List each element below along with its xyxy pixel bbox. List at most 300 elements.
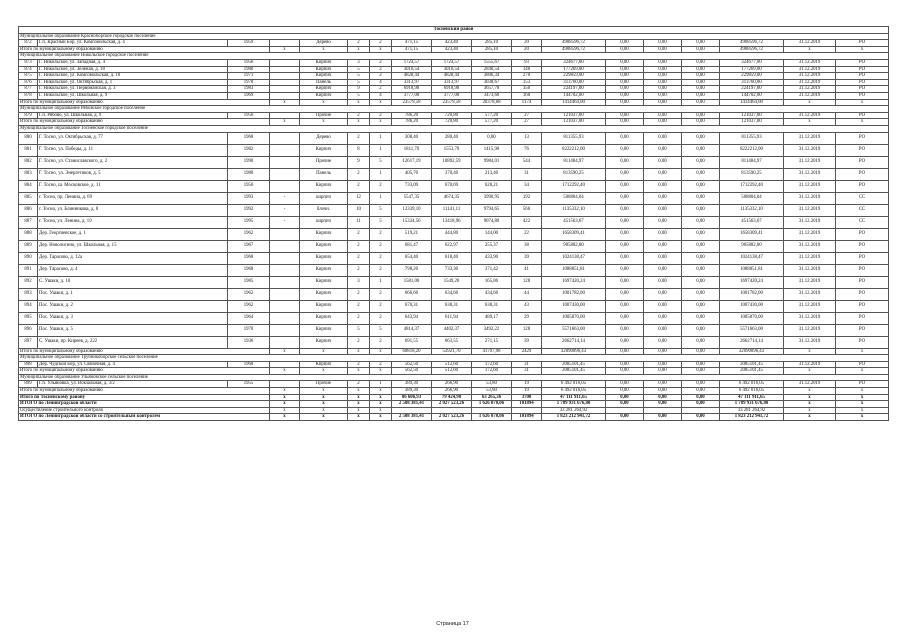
table-cell: 2 <box>370 59 392 66</box>
table-cell: 0,00 <box>606 79 644 86</box>
table-cell <box>270 112 300 119</box>
table-cell: 0,00 <box>682 168 720 180</box>
table-cell: 0,00 <box>682 414 720 421</box>
table-cell: 4 <box>370 79 392 86</box>
table-cell: 0,00 <box>682 192 720 204</box>
table-cell: 79 424,98 <box>432 394 472 401</box>
table-cell: 0,00 <box>644 361 682 368</box>
table-cell: 798,20 <box>392 264 432 276</box>
table-cell: 2 <box>348 40 370 47</box>
table-cell: 2662714,14 <box>542 336 606 348</box>
table-cell: 31.12.2019 <box>784 252 836 264</box>
table-cell: Г. Никольское, ул. Школьная, д. 9 <box>38 92 228 99</box>
table-cell: x <box>784 414 836 421</box>
table-cell: 3313,97 <box>392 79 432 86</box>
table-cell <box>270 240 300 252</box>
table-cell: 41 <box>512 264 542 276</box>
table-cell: г. Тосно, ул. Блинникова, д. 8 <box>38 204 228 216</box>
table-cell: 566 <box>512 204 542 216</box>
table-cell: x <box>784 401 836 408</box>
table-row <box>19 336 889 348</box>
table-cell: 0,00 <box>682 99 720 106</box>
table-row <box>19 216 889 228</box>
table-cell: 1724,57 <box>432 59 472 66</box>
table-cell: г. Тосно, ул. Ленина, д. 19 <box>38 216 228 228</box>
table-cell: 4 <box>370 92 392 99</box>
table-cell: 811484,97 <box>542 156 606 168</box>
table-cell: 144702,00 <box>720 92 784 99</box>
table-cell: x <box>270 348 300 355</box>
table-cell: 1 823 212 941,72 <box>720 414 784 421</box>
table-cell: 31.12.2019 <box>784 240 836 252</box>
table-cell: 0,00 <box>644 381 682 388</box>
table-cell: 0,00 <box>682 401 720 408</box>
table-cell: 0,00 <box>644 300 682 312</box>
table-cell: 5571663,00 <box>720 324 784 336</box>
table-cell: 229859,00 <box>542 73 606 80</box>
section-header-row <box>19 33 889 40</box>
table-cell: 5 <box>348 79 370 86</box>
table-cell: 1088851,81 <box>720 264 784 276</box>
table-cell: РО <box>836 144 889 156</box>
table-cell: 1967 <box>228 240 270 252</box>
table-cell: 32090096,43 <box>542 348 606 355</box>
table-cell: x <box>836 394 889 401</box>
table-cell: 0,00 <box>644 264 682 276</box>
table-cell: 31.12.2019 <box>784 312 836 324</box>
table-cell: 3016,54 <box>432 66 472 73</box>
table-cell: 4908596,72 <box>542 40 606 47</box>
table-cell: 43 <box>512 300 542 312</box>
table-cell: 0,00 <box>682 132 720 144</box>
table-cell: 1980 <box>228 66 270 73</box>
table-cell <box>472 407 512 414</box>
table-cell: Кирпич <box>300 264 348 276</box>
table-cell: 0,00 <box>682 112 720 119</box>
table-cell: 5 <box>348 73 370 80</box>
table-cell: 1968 <box>228 132 270 144</box>
table-cell: 224197,00 <box>542 86 606 93</box>
table-cell: 0,00 <box>644 46 682 53</box>
table-row <box>19 228 889 240</box>
table-cell: x <box>784 407 836 414</box>
table-cell: 0,00 <box>644 348 682 355</box>
table-cell: 2085101,45 <box>542 368 606 375</box>
table-cell: 2 <box>370 300 392 312</box>
table-cell: 2 <box>348 132 370 144</box>
table-cell: 389,30 <box>392 381 432 388</box>
table-cell: 0,00 <box>606 192 644 204</box>
table-cell: 0,00 <box>682 180 720 192</box>
table-cell: 670,31 <box>392 300 432 312</box>
table-cell: 0,00 <box>682 361 720 368</box>
total-row <box>19 368 889 375</box>
section-title: Муниципальное образование Красноборское городское поселение <box>19 33 889 40</box>
table-cell: 0,00 <box>682 388 720 395</box>
table-cell: 19 <box>512 381 542 388</box>
table-cell: x <box>836 368 889 375</box>
table-cell: 1992 <box>228 204 270 216</box>
table-cell: 2085101,45 <box>720 361 784 368</box>
table-cell: РО <box>836 156 889 168</box>
table-cell: 1174 <box>512 99 542 106</box>
section-title: Муниципальное образование Никольское городское поселение <box>19 53 889 60</box>
table-cell: 0,00 <box>644 99 682 106</box>
table-cell: РО <box>836 336 889 348</box>
table-cell: 0,00 <box>682 240 720 252</box>
table-cell: 177269,00 <box>542 66 606 73</box>
table-cell: x <box>370 407 392 414</box>
table-cell: 2 508 381,41 <box>392 401 432 408</box>
table-row <box>19 264 889 276</box>
table-cell: 0,00 <box>644 368 682 375</box>
table-cell: 172,60 <box>472 361 512 368</box>
table-cell: 1724,57 <box>392 59 432 66</box>
table-cell: 1 823 212 941,72 <box>542 414 606 421</box>
table-cell: Г. Никольское, ул. Первомайская, д. 3 <box>38 86 228 93</box>
table-cell: 733,09 <box>392 180 432 192</box>
table-cell: 638,31 <box>432 300 472 312</box>
table-cell: Прочие <box>300 112 348 119</box>
table-cell: 1962 <box>228 300 270 312</box>
table-cell: 0,00 <box>606 394 644 401</box>
table-cell: 0,00 <box>644 92 682 99</box>
table-cell: 895 <box>19 312 38 324</box>
table-cell: 544 <box>512 156 542 168</box>
table-cell: 0,00 <box>606 228 644 240</box>
table-cell: 0,00 <box>682 73 720 80</box>
table-cell <box>270 381 300 388</box>
table-cell: 2 <box>348 240 370 252</box>
table-cell: РО <box>836 73 889 80</box>
table-cell: 2 <box>348 168 370 180</box>
table-cell: РО <box>836 79 889 86</box>
table-cell: 0,00 <box>682 59 720 66</box>
table-cell <box>270 92 300 99</box>
table-cell: x <box>370 401 392 408</box>
table-cell: 0,00 <box>644 216 682 228</box>
table-cell: 31.12.2019 <box>784 192 836 204</box>
table-cell: 2 <box>370 361 392 368</box>
table-cell: 8222212,00 <box>720 144 784 156</box>
table-cell: 2 <box>348 336 370 348</box>
table-cell: 444,80 <box>432 228 472 240</box>
table-cell: 31.12.2019 <box>784 112 836 119</box>
table-cell: РО <box>836 381 889 388</box>
table-cell: Пос. Ушаки, д. 5 <box>38 324 228 336</box>
table-cell: 1 626 070,06 <box>472 414 512 421</box>
page-number: Страница 17 <box>436 621 469 627</box>
table-cell: 9984,01 <box>472 156 512 168</box>
table-cell: 31 <box>512 168 542 180</box>
total-row <box>19 407 889 414</box>
table-cell: Кирпич <box>300 324 348 336</box>
table-cell: 5 <box>370 156 392 168</box>
table-cell: 1956 <box>228 59 270 66</box>
table-row <box>19 276 889 288</box>
table-cell: 6 492 016,05 <box>720 388 784 395</box>
table-row <box>19 300 889 312</box>
section-header-row <box>19 125 889 132</box>
table-cell: блочн. <box>300 204 348 216</box>
table-cell: 889 <box>19 240 38 252</box>
table-cell: 451563,67 <box>542 216 606 228</box>
table-cell: 618,40 <box>432 252 472 264</box>
table-cell: 0,00 <box>644 240 682 252</box>
table-cell: 3777,08 <box>432 92 472 99</box>
table-cell: 0,00 <box>644 132 682 144</box>
table-cell: 31.12.2019 <box>784 288 836 300</box>
table-cell: 2 <box>370 240 392 252</box>
table-cell: 451563,67 <box>720 216 784 228</box>
table-cell <box>270 228 300 240</box>
table-cell: 1697420,24 <box>542 276 606 288</box>
table-cell: 2 <box>370 336 392 348</box>
table-cell: x <box>300 368 348 375</box>
table-cell: x <box>300 394 348 401</box>
table-cell: 1415,90 <box>472 144 512 156</box>
table-cell: 0,00 <box>644 312 682 324</box>
table-cell: 371,42 <box>472 264 512 276</box>
table-cell: Дер. Тарасово, д. 12а <box>38 252 228 264</box>
table-cell: 0,00 <box>606 112 644 119</box>
table-cell: x <box>784 388 836 395</box>
table-cell: 0,00 <box>682 336 720 348</box>
table-cell: 874 <box>19 66 38 73</box>
table-cell: РО <box>836 180 889 192</box>
table-cell: 1980 <box>228 168 270 180</box>
table-cell: 1 <box>370 276 392 288</box>
table-cell: 0,00 <box>682 40 720 47</box>
table-cell: 229859,00 <box>720 73 784 80</box>
table-cell: 31.12.2019 <box>784 324 836 336</box>
table-cell: 31.12.2019 <box>784 156 836 168</box>
total-label: Итого по муниципальному образованию <box>19 99 270 106</box>
table-cell: 663,55 <box>432 336 472 348</box>
total-row <box>19 348 889 355</box>
table-cell: 177269,00 <box>720 66 784 73</box>
table-cell: 0,00 <box>682 66 720 73</box>
table-cell: 270 <box>512 73 542 80</box>
table-cell: 23579,58 <box>392 99 432 106</box>
table-cell: 3016,54 <box>392 66 432 73</box>
table-cell: 880 <box>19 132 38 144</box>
table-cell: РО <box>836 112 889 119</box>
table-cell: 0,00 <box>682 86 720 93</box>
section-header-row <box>19 106 889 113</box>
table-cell: 2 <box>348 252 370 264</box>
table-cell: 1 <box>370 144 392 156</box>
table-cell: 165,86 <box>472 276 512 288</box>
table-cell: 899 <box>19 381 38 388</box>
table-cell: 883 <box>19 168 38 180</box>
table-cell: x <box>348 394 370 401</box>
table-cell <box>270 59 300 66</box>
table-cell: 0,00 <box>644 394 682 401</box>
table-cell: 1712292,40 <box>720 180 784 192</box>
table-cell: РО <box>836 59 889 66</box>
table-cell: 876 <box>19 79 38 86</box>
table-cell: 0,00 <box>606 240 644 252</box>
total-label: Итого по муниципальному образованию <box>19 388 270 395</box>
table-cell: - <box>270 216 300 228</box>
table-cell <box>270 276 300 288</box>
table-cell: 128 <box>512 276 542 288</box>
table-cell: 255,37 <box>472 240 512 252</box>
section-header-row <box>19 355 889 362</box>
total-label: ИТОГО по Ленинградской области <box>19 401 270 408</box>
table-cell: 31.12.2019 <box>784 168 836 180</box>
table-cell: 121037,00 <box>720 119 784 126</box>
table-cell: 38 <box>512 240 542 252</box>
table-cell: 423,40 <box>432 46 472 53</box>
table-cell: РО <box>836 168 889 180</box>
table-cell: 22 <box>512 228 542 240</box>
table-cell: 9074,80 <box>472 216 512 228</box>
table-cell: 1 <box>370 168 392 180</box>
table-cell: 47 111 911,65 <box>542 394 606 401</box>
table-cell: 508804,04 <box>542 192 606 204</box>
table-cell: 884 <box>19 180 38 192</box>
table-cell: 31.12.2019 <box>784 86 836 93</box>
table-cell: РО <box>836 264 889 276</box>
table-cell: 0,00 <box>606 312 644 324</box>
table-cell: 2 <box>348 312 370 324</box>
table-cell: x <box>270 414 300 421</box>
table-cell: 60818,20 <box>392 348 432 355</box>
table-cell: 31.12.2019 <box>784 381 836 388</box>
table-cell: 1024138,47 <box>542 252 606 264</box>
table-cell: 1 <box>370 192 392 204</box>
table-cell: 32090096,43 <box>720 348 784 355</box>
table-cell <box>270 86 300 93</box>
table-cell: 4828,44 <box>432 73 472 80</box>
table-cell: РО <box>836 324 889 336</box>
table-cell: 2 <box>370 252 392 264</box>
table-cell: 894 <box>19 300 38 312</box>
table-row <box>19 204 889 216</box>
table-cell: Пос. Ушаки, д. 2 <box>38 300 228 312</box>
table-cell: 577,20 <box>472 112 512 119</box>
table-cell: 0,00 <box>606 59 644 66</box>
table-cell: 0,00 <box>606 368 644 375</box>
table-cell <box>270 300 300 312</box>
table-cell: 0,00 <box>682 348 720 355</box>
table-cell: Прочие <box>300 381 348 388</box>
table-cell: 2 <box>348 288 370 300</box>
table-cell: 0,00 <box>682 46 720 53</box>
table-cell: x <box>270 119 300 126</box>
table-cell: x <box>300 388 348 395</box>
table-cell: 31.12.2019 <box>784 361 836 368</box>
table-cell: 879 <box>19 112 38 119</box>
table-cell: Панель <box>300 168 348 180</box>
table-cell: 0,00 <box>682 216 720 228</box>
table-cell: 898 <box>19 361 38 368</box>
table-cell: 3492,22 <box>472 324 512 336</box>
table-cell <box>270 336 300 348</box>
table-cell: Кирпич <box>300 180 348 192</box>
table-cell: 434,66 <box>472 288 512 300</box>
table-cell: 893 <box>19 288 38 300</box>
table-cell: 2 <box>348 361 370 368</box>
table-cell: Кирпич <box>300 144 348 156</box>
table-cell: 433,90 <box>472 252 512 264</box>
table-cell: 11141,11 <box>432 204 472 216</box>
table-cell <box>270 312 300 324</box>
table-cell: 888 <box>19 228 38 240</box>
table-cell: 720,80 <box>432 112 472 119</box>
table-cell: x <box>270 407 300 414</box>
table-cell: 897 <box>19 336 38 348</box>
table-cell: 875 <box>19 73 38 80</box>
table-cell: 76 <box>512 144 542 156</box>
table-cell: 2 <box>370 73 392 80</box>
table-cell: 144,00 <box>472 228 512 240</box>
table-cell: 0,00 <box>644 79 682 86</box>
table-cell: 6 492 016,05 <box>720 381 784 388</box>
table-cell: 1993 <box>228 192 270 204</box>
table-cell: 2 <box>348 264 370 276</box>
table-cell: 1983 <box>228 86 270 93</box>
table-cell: 512,60 <box>432 368 472 375</box>
table-cell: Г. Никольское, ул. Октябрьская, д. 1 <box>38 79 228 86</box>
table-cell: 53921,70 <box>432 348 472 355</box>
table-cell: 0,00 <box>644 288 682 300</box>
table-cell: 1936 <box>228 336 270 348</box>
table-cell: x <box>300 407 348 414</box>
table-cell: x <box>300 46 348 53</box>
table-cell: 4814,37 <box>392 324 432 336</box>
table-cell: СС <box>836 216 889 228</box>
table-cell: 0,00 <box>606 388 644 395</box>
table-cell: 5 <box>370 204 392 216</box>
table-cell: РО <box>836 228 889 240</box>
table-cell: 0,00 <box>606 73 644 80</box>
table-cell: 34 <box>512 180 542 192</box>
table-cell: Кирпич <box>300 73 348 80</box>
table-cell: x <box>270 401 300 408</box>
section-header-row <box>19 53 889 60</box>
table-cell: x <box>836 99 889 106</box>
table-cell: x <box>348 119 370 126</box>
table-cell: 0,00 <box>644 204 682 216</box>
table-cell: x <box>370 368 392 375</box>
table-cell: 471,15 <box>392 40 432 47</box>
table-cell: 31.12.2019 <box>784 144 836 156</box>
table-cell: 512,60 <box>432 361 472 368</box>
table-row <box>19 324 889 336</box>
table-cell: 1658309,41 <box>720 228 784 240</box>
table-cell <box>270 324 300 336</box>
table-cell: С. Ушаки, пр. Киреев, д. 222 <box>38 336 228 348</box>
table-cell: 0,00 <box>682 204 720 216</box>
table-cell: 2 <box>370 228 392 240</box>
table-cell: 31.12.2019 <box>784 216 836 228</box>
table-cell: 39 <box>512 336 542 348</box>
table-cell: 1001782,00 <box>542 288 606 300</box>
table-cell <box>644 407 682 414</box>
table-cell: 224197,00 <box>720 86 784 93</box>
section-header-row <box>19 374 889 381</box>
table-cell: 31.12.2019 <box>784 180 836 192</box>
table-cell: 2 <box>370 264 392 276</box>
table-cell: x <box>836 119 889 126</box>
table-cell: 1955 <box>228 381 270 388</box>
table-cell: 8222212,00 <box>542 144 606 156</box>
table-cell <box>270 40 300 47</box>
table-cell: 628,21 <box>472 180 512 192</box>
